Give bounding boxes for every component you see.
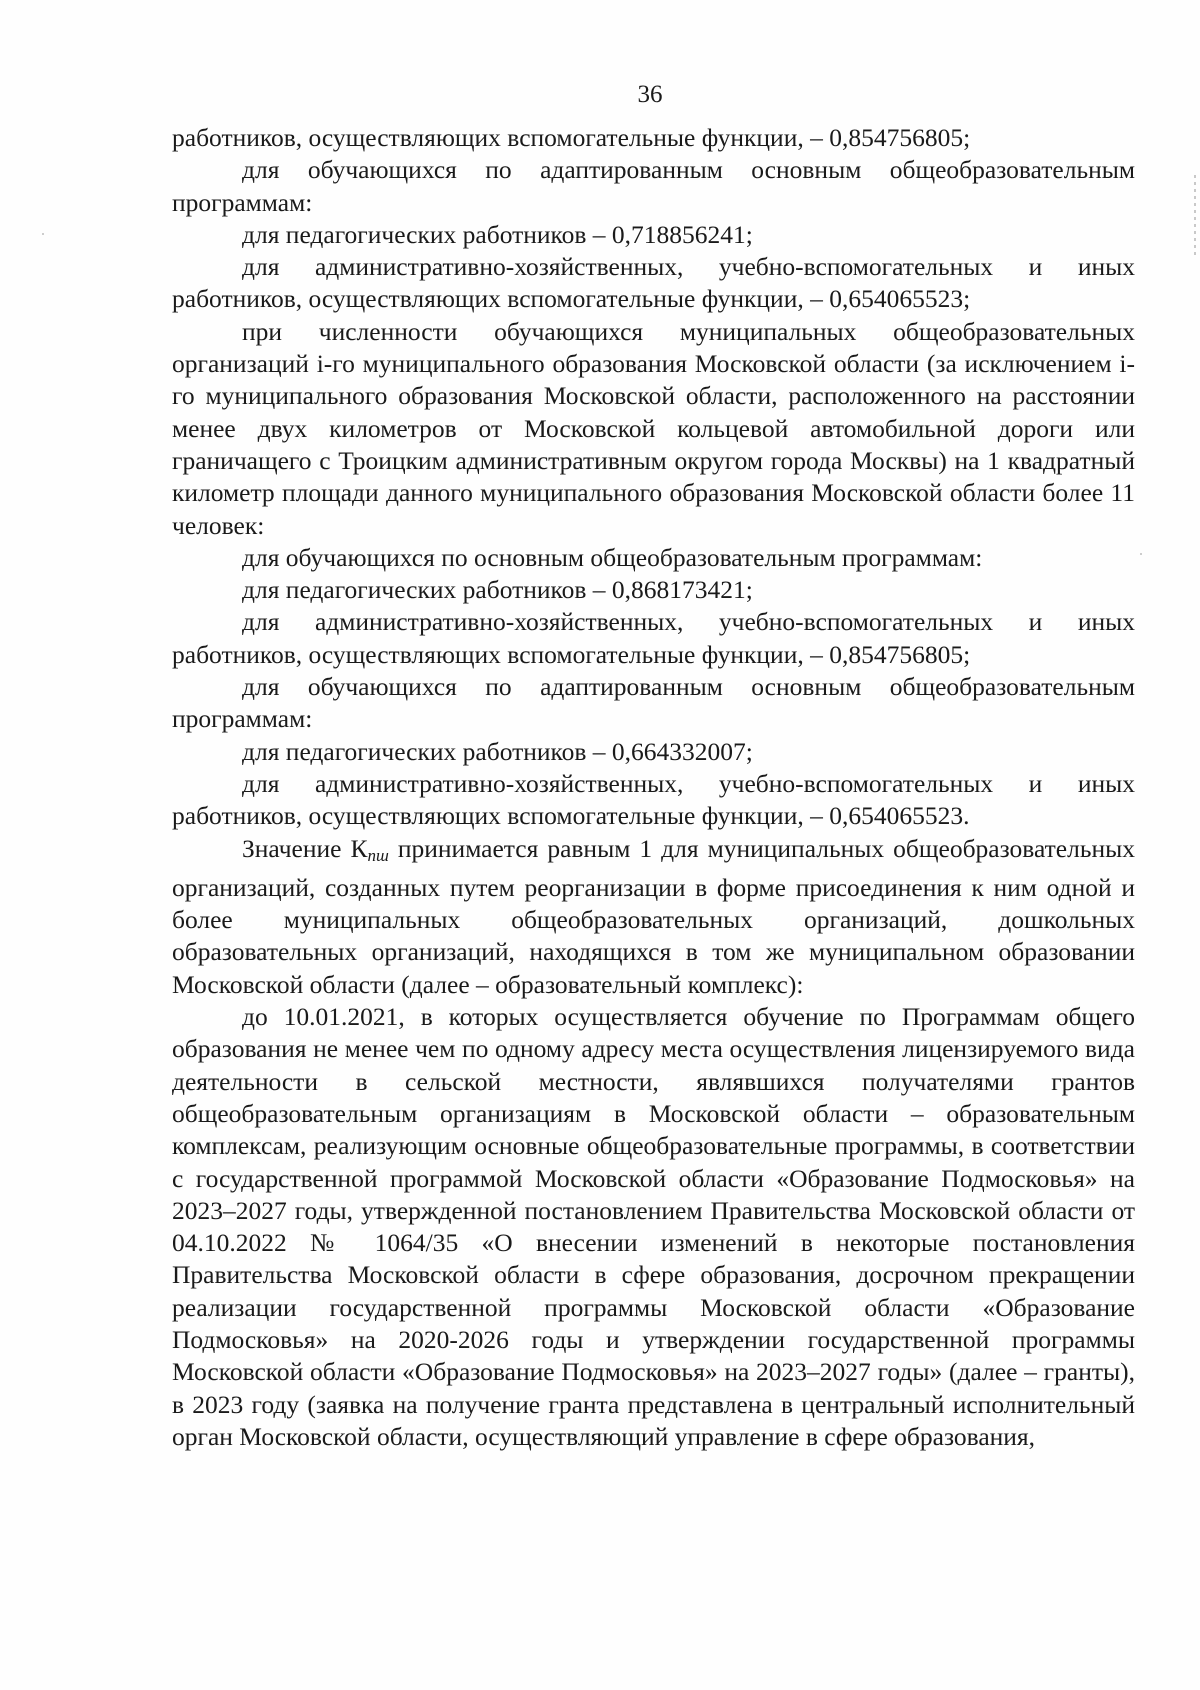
scan-speck bbox=[42, 233, 44, 235]
paragraph: для административно-хозяйственных, учебно-вспомогательных и иных работников, осуществляющих вспомогательные функции, – 0,854756805; bbox=[172, 607, 1135, 669]
document-body bbox=[172, 122, 1135, 1453]
paragraph: для педагогических работников – 0,718856241; bbox=[242, 219, 753, 249]
paragraph: для педагогических работников – 0,868173421; bbox=[242, 575, 753, 605]
kpsh-after: принимается равным 1 для муниципальных общеобразовательных организаций, созданных путем реорганизации в форме присоединения к ним одной и более муниципальных общеобразовательных организаций, дошкольных образовательных организаций, находящихся в том же муниципальном образовании Московской области (далее – образовательный комплекс): bbox=[172, 833, 1135, 999]
kpsh-before: Значение К bbox=[242, 833, 368, 863]
scan-speck bbox=[1140, 553, 1142, 555]
kpsh-subscript: пш bbox=[367, 845, 389, 865]
paragraph: для административно-хозяйственных, учебно-вспомогательных и иных работников, осуществляющих вспомогательные функции, – 0,654065523; bbox=[172, 252, 1135, 314]
paragraph: для обучающихся по основным общеобразовательным программам: bbox=[242, 542, 983, 572]
paragraph: для обучающихся по адаптированным основным общеобразовательным программам: bbox=[172, 155, 1135, 217]
scan-edge-mark bbox=[1194, 175, 1196, 255]
kpsh-paragraph bbox=[172, 833, 1135, 1001]
grants-paragraph: до 10.01.2021, в которых осуществляется обучение по Программам общего образования не менее чем по одному адресу места осуществления лицензируемого вида деятельности в сельской местности, являвшихся получателями грантов общеобразовательным организациям в Московской области – образовательным комплексам, реализующим основные общеобразовательные программы, в соответствии с государственной программой Московской области «Образование Подмосковья» на 2023–2027 годы, утвержденной постановлением Правительства Московской области от 04.10.2022 № 1064/35 «О внесении изменений в некоторые постановления Правительства Московской области в сфере образования, досрочном прекращении реализации государственной программы Московской области «Образование Подмосковья» на 2020-2026 годы и утверждении государственной программы Московской области «Образование Подмосковья» на 2023–2027 годы» (далее – гранты), в 2023 году (заявка на получение гранта представлена в центральный исполнительный орган Московской области, осуществляющий управление в сфере образования, bbox=[172, 1002, 1135, 1451]
paragraph: при численности обучающихся муниципальных общеобразовательных организаций i-го муниципального образования Московской области (за исключением i-го муниципального образования Московской области, расположенного на расстоянии менее двух километров от Московской кольцевой автомобильной дороги или граничащего с Троицким административным округом города Москвы) на 1 квадратный километр площади данного муниципального образования Московской области более 11 человек: bbox=[172, 316, 1135, 540]
page-number: 36 bbox=[637, 81, 663, 108]
paragraph: для обучающихся по адаптированным основным общеобразовательным программам: bbox=[172, 672, 1135, 734]
paragraph: для административно-хозяйственных, учебно-вспомогательных и иных работников, осуществляющих вспомогательные функции, – 0,654065523. bbox=[172, 768, 1135, 831]
paragraph: работников, осуществляющих вспомогательные функции, – 0,854756805; bbox=[172, 123, 971, 152]
paragraph: для педагогических работников – 0,664332007; bbox=[242, 736, 753, 766]
